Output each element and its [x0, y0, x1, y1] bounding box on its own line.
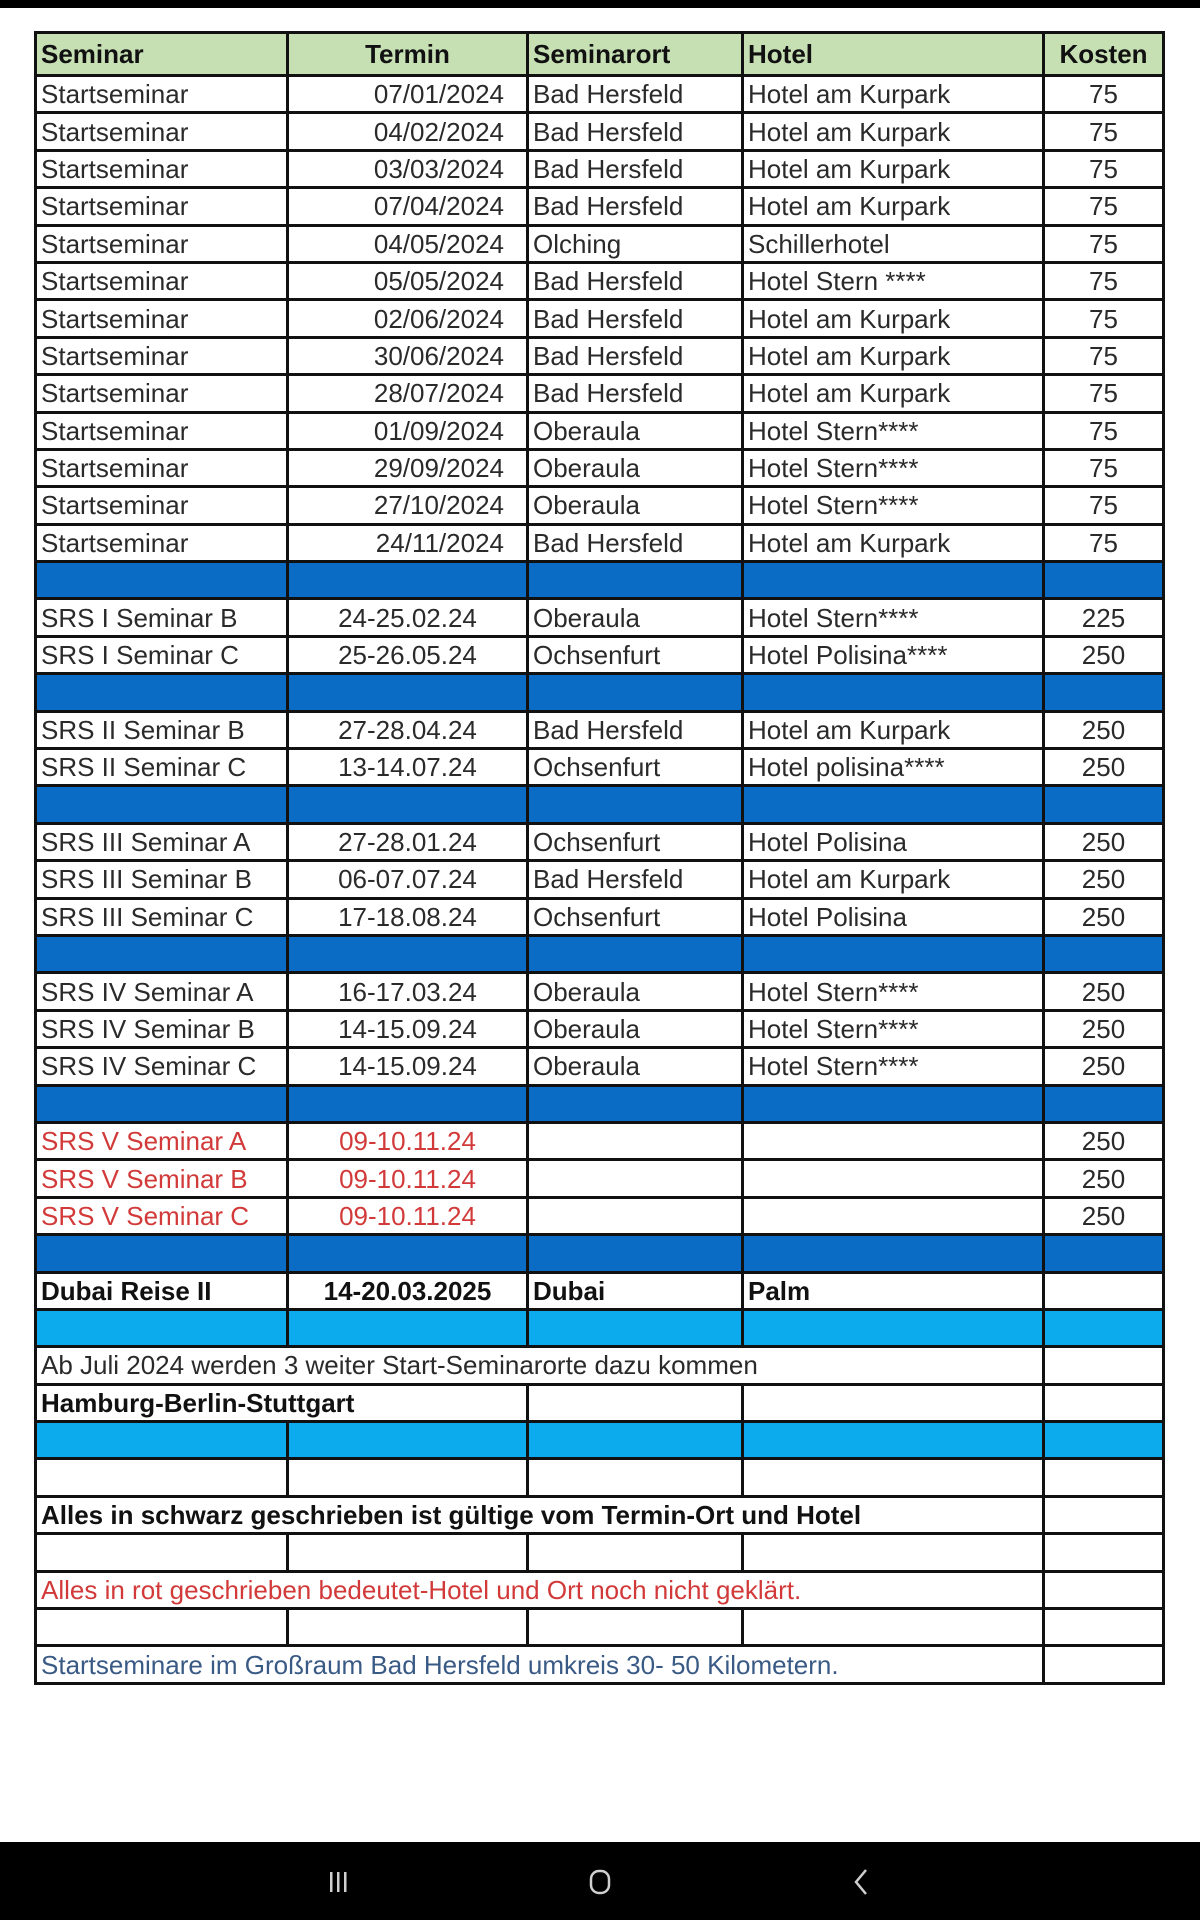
- cell-kosten: 75: [1044, 150, 1164, 187]
- cell-seminarort: [528, 1160, 743, 1197]
- cell-kosten: 250: [1044, 861, 1164, 898]
- table-row: [36, 76, 1164, 113]
- separator-cell: [1044, 1309, 1164, 1346]
- cell-termin: 04/05/2024: [288, 225, 528, 262]
- cell-seminarort: Bad Hersfeld: [528, 375, 743, 412]
- cell-seminarort: Dubai: [528, 1272, 743, 1309]
- separator-cell: [36, 935, 288, 972]
- table-row: [36, 599, 1164, 636]
- cell-seminar: Startseminar: [36, 487, 288, 524]
- cell-termin: 09-10.11.24: [288, 1197, 528, 1234]
- cell-kosten: 225: [1044, 599, 1164, 636]
- cell-termin: 03/03/2024: [288, 150, 528, 187]
- cell-termin: 09-10.11.24: [288, 1122, 528, 1159]
- separator-cell: [528, 1235, 743, 1272]
- cell-hotel: Hotel am Kurpark: [743, 711, 1044, 748]
- cell-kosten: 250: [1044, 823, 1164, 860]
- header-seminarort: Seminarort: [528, 33, 743, 76]
- cell-seminarort: Ochsenfurt: [528, 898, 743, 935]
- table-row: [36, 1010, 1164, 1047]
- table-row: [36, 823, 1164, 860]
- table-row: [36, 337, 1164, 374]
- cell-seminarort: Bad Hersfeld: [528, 711, 743, 748]
- cities-note-row: [36, 1384, 1164, 1421]
- cell-seminar: Startseminar: [36, 337, 288, 374]
- cell-seminar: SRS V Seminar A: [36, 1122, 288, 1159]
- cell-hotel: Hotel am Kurpark: [743, 188, 1044, 225]
- table-row: [36, 113, 1164, 150]
- cell-kosten: 250: [1044, 1048, 1164, 1085]
- separator-cell: [528, 1309, 743, 1346]
- cell-hotel: Hotel am Kurpark: [743, 375, 1044, 412]
- cell-seminarort: Oberaula: [528, 487, 743, 524]
- blue-area-note: Startseminare im Großraum Bad Hersfeld umkreis 30- 50 Kilometern.: [36, 1646, 1044, 1683]
- blue-area-note-row: [36, 1646, 1164, 1683]
- cell-seminar: Startseminar: [36, 262, 288, 299]
- cell-seminar: Startseminar: [36, 412, 288, 449]
- cell-kosten: 75: [1044, 375, 1164, 412]
- separator-cell: [743, 562, 1044, 599]
- separator-cell: [528, 786, 743, 823]
- cell-hotel: [743, 1160, 1044, 1197]
- cell-seminar: SRS II Seminar B: [36, 711, 288, 748]
- cell-seminarort: [528, 1197, 743, 1234]
- separator-cell: [36, 562, 288, 599]
- black-legend-note-row: [36, 1496, 1164, 1533]
- table-row: [36, 636, 1164, 673]
- separator-cell: [288, 562, 528, 599]
- cell-termin: 28/07/2024: [288, 375, 528, 412]
- cell-seminar: SRS II Seminar C: [36, 749, 288, 786]
- table-row: [36, 188, 1164, 225]
- cell-kosten: 75: [1044, 76, 1164, 113]
- new-locations-note-row: [36, 1347, 1164, 1384]
- table-row: [36, 300, 1164, 337]
- table-row: [36, 749, 1164, 786]
- cell-hotel: Hotel am Kurpark: [743, 337, 1044, 374]
- empty-cell: [743, 1534, 1044, 1571]
- separator-cell: [743, 935, 1044, 972]
- cell-seminarort: Oberaula: [528, 599, 743, 636]
- empty-cell: [36, 1609, 288, 1646]
- cell-termin: 14-20.03.2025: [288, 1272, 528, 1309]
- seminar-table: [34, 31, 1165, 1685]
- separator-row: [36, 1422, 1164, 1459]
- header-row: [36, 33, 1164, 76]
- cell-termin: 14-15.09.24: [288, 1048, 528, 1085]
- empty-cell: [36, 1534, 288, 1571]
- cell-kosten: 250: [1044, 1160, 1164, 1197]
- separator-cell: [288, 1422, 528, 1459]
- cell-termin: 07/01/2024: [288, 76, 528, 113]
- cell-termin: 16-17.03.24: [288, 973, 528, 1010]
- table-row: [36, 861, 1164, 898]
- cell-kosten: 75: [1044, 412, 1164, 449]
- empty-cell: [528, 1534, 743, 1571]
- cell-termin: 06-07.07.24: [288, 861, 528, 898]
- separator-row: [36, 1235, 1164, 1272]
- separator-row: [36, 1085, 1164, 1122]
- empty-cell: [743, 1459, 1044, 1496]
- cell-termin: 24/11/2024: [288, 524, 528, 561]
- separator-cell: [1044, 935, 1164, 972]
- cell-kosten: 250: [1044, 1197, 1164, 1234]
- cell-hotel: Hotel am Kurpark: [743, 524, 1044, 561]
- android-navigation-bar: [0, 1842, 1200, 1920]
- empty-cell: [528, 1459, 743, 1496]
- cell-hotel: Palm: [743, 1272, 1044, 1309]
- cell-seminarort: Bad Hersfeld: [528, 188, 743, 225]
- separator-row: [36, 786, 1164, 823]
- header-hotel: Hotel: [743, 33, 1044, 76]
- cell-seminar: Startseminar: [36, 188, 288, 225]
- empty-cell: [1044, 1496, 1164, 1533]
- separator-cell: [288, 1235, 528, 1272]
- empty-cell: [36, 1459, 288, 1496]
- separator-cell: [528, 1085, 743, 1122]
- cell-seminarort: Bad Hersfeld: [528, 861, 743, 898]
- table-row: [36, 449, 1164, 486]
- separator-cell: [288, 1085, 528, 1122]
- cell-seminarort: Ochsenfurt: [528, 823, 743, 860]
- cell-hotel: Hotel polisina****: [743, 749, 1044, 786]
- cell-termin: 04/02/2024: [288, 113, 528, 150]
- cell-seminar: SRS I Seminar B: [36, 599, 288, 636]
- cell-seminar: SRS IV Seminar C: [36, 1048, 288, 1085]
- table-row: [36, 898, 1164, 935]
- table-row: [36, 412, 1164, 449]
- cell-seminar: Startseminar: [36, 76, 288, 113]
- cell-termin: 07/04/2024: [288, 188, 528, 225]
- separator-cell: [743, 674, 1044, 711]
- cell-seminarort: Oberaula: [528, 412, 743, 449]
- cell-kosten: 75: [1044, 188, 1164, 225]
- cell-seminar: SRS III Seminar B: [36, 861, 288, 898]
- separator-cell: [36, 786, 288, 823]
- cell-hotel: Hotel Stern ****: [743, 262, 1044, 299]
- separator-row: [36, 562, 1164, 599]
- cell-kosten: 75: [1044, 487, 1164, 524]
- cell-seminar: SRS V Seminar C: [36, 1197, 288, 1234]
- cell-seminarort: [528, 1122, 743, 1159]
- cell-seminar: Startseminar: [36, 113, 288, 150]
- cities-note: Hamburg-Berlin-Stuttgart: [36, 1384, 528, 1421]
- separator-cell: [528, 562, 743, 599]
- cell-hotel: Hotel Stern****: [743, 973, 1044, 1010]
- cell-seminar: Startseminar: [36, 300, 288, 337]
- table-row: [36, 1160, 1164, 1197]
- empty-row: [36, 1609, 1164, 1646]
- cell-seminarort: Bad Hersfeld: [528, 337, 743, 374]
- status-bar-strip: [0, 0, 1200, 8]
- cell-seminar: Startseminar: [36, 150, 288, 187]
- empty-cell: [1044, 1347, 1164, 1384]
- black-legend-note: Alles in schwarz geschrieben ist gültige vom Termin-Ort und Hotel: [36, 1496, 1044, 1533]
- empty-cell: [1044, 1459, 1164, 1496]
- separator-cell: [36, 1085, 288, 1122]
- cell-seminar: Startseminar: [36, 449, 288, 486]
- cell-hotel: Hotel Polisina: [743, 823, 1044, 860]
- cell-seminarort: Oberaula: [528, 449, 743, 486]
- cell-termin: 02/06/2024: [288, 300, 528, 337]
- cell-seminar: SRS III Seminar A: [36, 823, 288, 860]
- cell-seminarort: Bad Hersfeld: [528, 524, 743, 561]
- cell-seminar: Startseminar: [36, 375, 288, 412]
- cell-seminar: SRS I Seminar C: [36, 636, 288, 673]
- cell-seminarort: Olching: [528, 225, 743, 262]
- cell-seminarort: Ochsenfurt: [528, 749, 743, 786]
- separator-cell: [1044, 786, 1164, 823]
- cell-termin: 27/10/2024: [288, 487, 528, 524]
- separator-cell: [288, 1309, 528, 1346]
- back-icon[interactable]: [842, 1864, 882, 1900]
- cell-kosten: 250: [1044, 636, 1164, 673]
- home-icon[interactable]: [580, 1864, 620, 1900]
- cell-termin: 01/09/2024: [288, 412, 528, 449]
- cell-hotel: Hotel am Kurpark: [743, 113, 1044, 150]
- table-row: [36, 1197, 1164, 1234]
- cell-seminar: SRS V Seminar B: [36, 1160, 288, 1197]
- separator-cell: [528, 935, 743, 972]
- empty-cell: [528, 1384, 743, 1421]
- separator-row: [36, 674, 1164, 711]
- cell-hotel: Hotel am Kurpark: [743, 861, 1044, 898]
- cell-seminarort: Oberaula: [528, 1010, 743, 1047]
- separator-cell: [36, 1422, 288, 1459]
- seminar-schedule-sheet: [34, 31, 1162, 1685]
- separator-row: [36, 1309, 1164, 1346]
- cell-termin: 27-28.04.24: [288, 711, 528, 748]
- table-row: [36, 711, 1164, 748]
- separator-cell: [528, 674, 743, 711]
- cell-termin: 09-10.11.24: [288, 1160, 528, 1197]
- cell-termin: 30/06/2024: [288, 337, 528, 374]
- cell-seminarort: Bad Hersfeld: [528, 150, 743, 187]
- cell-hotel: Hotel Stern****: [743, 599, 1044, 636]
- cell-kosten: 75: [1044, 262, 1164, 299]
- cell-seminarort: Ochsenfurt: [528, 636, 743, 673]
- empty-cell: [288, 1459, 528, 1496]
- cell-kosten: 250: [1044, 749, 1164, 786]
- cell-hotel: Hotel am Kurpark: [743, 300, 1044, 337]
- table-row: [36, 262, 1164, 299]
- empty-cell: [743, 1384, 1044, 1421]
- red-legend-note: Alles in rot geschrieben bedeutet-Hotel und Ort noch nicht geklärt.: [36, 1571, 1044, 1608]
- empty-cell: [288, 1534, 528, 1571]
- table-row: [36, 375, 1164, 412]
- cell-kosten: 250: [1044, 1010, 1164, 1047]
- cell-termin: 29/09/2024: [288, 449, 528, 486]
- table-row: [36, 524, 1164, 561]
- cell-termin: 05/05/2024: [288, 262, 528, 299]
- cell-kosten: 75: [1044, 113, 1164, 150]
- separator-cell: [528, 1422, 743, 1459]
- separator-cell: [36, 1235, 288, 1272]
- separator-cell: [288, 786, 528, 823]
- cell-kosten: 75: [1044, 225, 1164, 262]
- empty-cell: [1044, 1534, 1164, 1571]
- cell-seminarort: Oberaula: [528, 1048, 743, 1085]
- separator-cell: [288, 935, 528, 972]
- header-seminar: Seminar: [36, 33, 288, 76]
- empty-cell: [1044, 1571, 1164, 1608]
- cell-seminar: Startseminar: [36, 524, 288, 561]
- cell-kosten: 250: [1044, 711, 1164, 748]
- separator-cell: [1044, 1085, 1164, 1122]
- cell-kosten: 250: [1044, 973, 1164, 1010]
- header-kosten: Kosten: [1044, 33, 1164, 76]
- header-termin: Termin: [288, 33, 528, 76]
- cell-hotel: Hotel Polisina****: [743, 636, 1044, 673]
- cell-seminarort: Oberaula: [528, 973, 743, 1010]
- cell-kosten: 250: [1044, 1122, 1164, 1159]
- cell-seminar: SRS IV Seminar A: [36, 973, 288, 1010]
- table-row: [36, 225, 1164, 262]
- cell-termin: 17-18.08.24: [288, 898, 528, 935]
- new-locations-note: Ab Juli 2024 werden 3 weiter Start-Seminarorte dazu kommen: [36, 1347, 1044, 1384]
- separator-cell: [743, 1235, 1044, 1272]
- cell-seminar: Dubai Reise II: [36, 1272, 288, 1309]
- empty-cell: [743, 1609, 1044, 1646]
- cell-kosten: 75: [1044, 524, 1164, 561]
- separator-cell: [743, 1309, 1044, 1346]
- table-row: [36, 1048, 1164, 1085]
- cell-termin: 27-28.01.24: [288, 823, 528, 860]
- table-body: [36, 76, 1164, 1684]
- cell-hotel: Hotel Stern****: [743, 449, 1044, 486]
- cell-termin: 14-15.09.24: [288, 1010, 528, 1047]
- separator-cell: [1044, 1422, 1164, 1459]
- cell-seminar: Startseminar: [36, 225, 288, 262]
- cell-kosten: [1044, 1272, 1164, 1309]
- cell-hotel: Hotel Polisina: [743, 898, 1044, 935]
- cell-hotel: Hotel Stern****: [743, 1010, 1044, 1047]
- separator-cell: [743, 786, 1044, 823]
- cell-kosten: 250: [1044, 898, 1164, 935]
- cell-seminar: SRS III Seminar C: [36, 898, 288, 935]
- cell-hotel: Hotel am Kurpark: [743, 76, 1044, 113]
- separator-cell: [743, 1085, 1044, 1122]
- empty-cell: [528, 1609, 743, 1646]
- cell-hotel: Hotel Stern****: [743, 1048, 1044, 1085]
- dubai-row: [36, 1272, 1164, 1309]
- separator-cell: [1044, 562, 1164, 599]
- table-row: [36, 150, 1164, 187]
- empty-cell: [288, 1609, 528, 1646]
- table-row: [36, 1122, 1164, 1159]
- cell-hotel: [743, 1197, 1044, 1234]
- table-row: [36, 973, 1164, 1010]
- empty-row: [36, 1459, 1164, 1496]
- separator-cell: [288, 674, 528, 711]
- cell-hotel: Hotel Stern****: [743, 412, 1044, 449]
- cell-seminar: SRS IV Seminar B: [36, 1010, 288, 1047]
- separator-cell: [1044, 1235, 1164, 1272]
- cell-seminarort: Bad Hersfeld: [528, 262, 743, 299]
- cell-seminarort: Bad Hersfeld: [528, 113, 743, 150]
- empty-cell: [1044, 1384, 1164, 1421]
- cell-hotel: Hotel Stern****: [743, 487, 1044, 524]
- cell-termin: 25-26.05.24: [288, 636, 528, 673]
- empty-cell: [1044, 1609, 1164, 1646]
- empty-cell: [1044, 1646, 1164, 1683]
- separator-cell: [36, 674, 288, 711]
- cell-seminarort: Bad Hersfeld: [528, 300, 743, 337]
- separator-cell: [36, 1309, 288, 1346]
- separator-cell: [743, 1422, 1044, 1459]
- cell-seminarort: Bad Hersfeld: [528, 76, 743, 113]
- empty-row: [36, 1534, 1164, 1571]
- red-legend-note-row: [36, 1571, 1164, 1608]
- cell-hotel: Hotel am Kurpark: [743, 150, 1044, 187]
- cell-hotel: Schillerhotel: [743, 225, 1044, 262]
- recent-apps-icon[interactable]: [318, 1864, 358, 1900]
- separator-row: [36, 935, 1164, 972]
- cell-termin: 13-14.07.24: [288, 749, 528, 786]
- cell-kosten: 75: [1044, 337, 1164, 374]
- separator-cell: [1044, 674, 1164, 711]
- cell-hotel: [743, 1122, 1044, 1159]
- cell-kosten: 75: [1044, 449, 1164, 486]
- cell-termin: 24-25.02.24: [288, 599, 528, 636]
- table-row: [36, 487, 1164, 524]
- cell-kosten: 75: [1044, 300, 1164, 337]
